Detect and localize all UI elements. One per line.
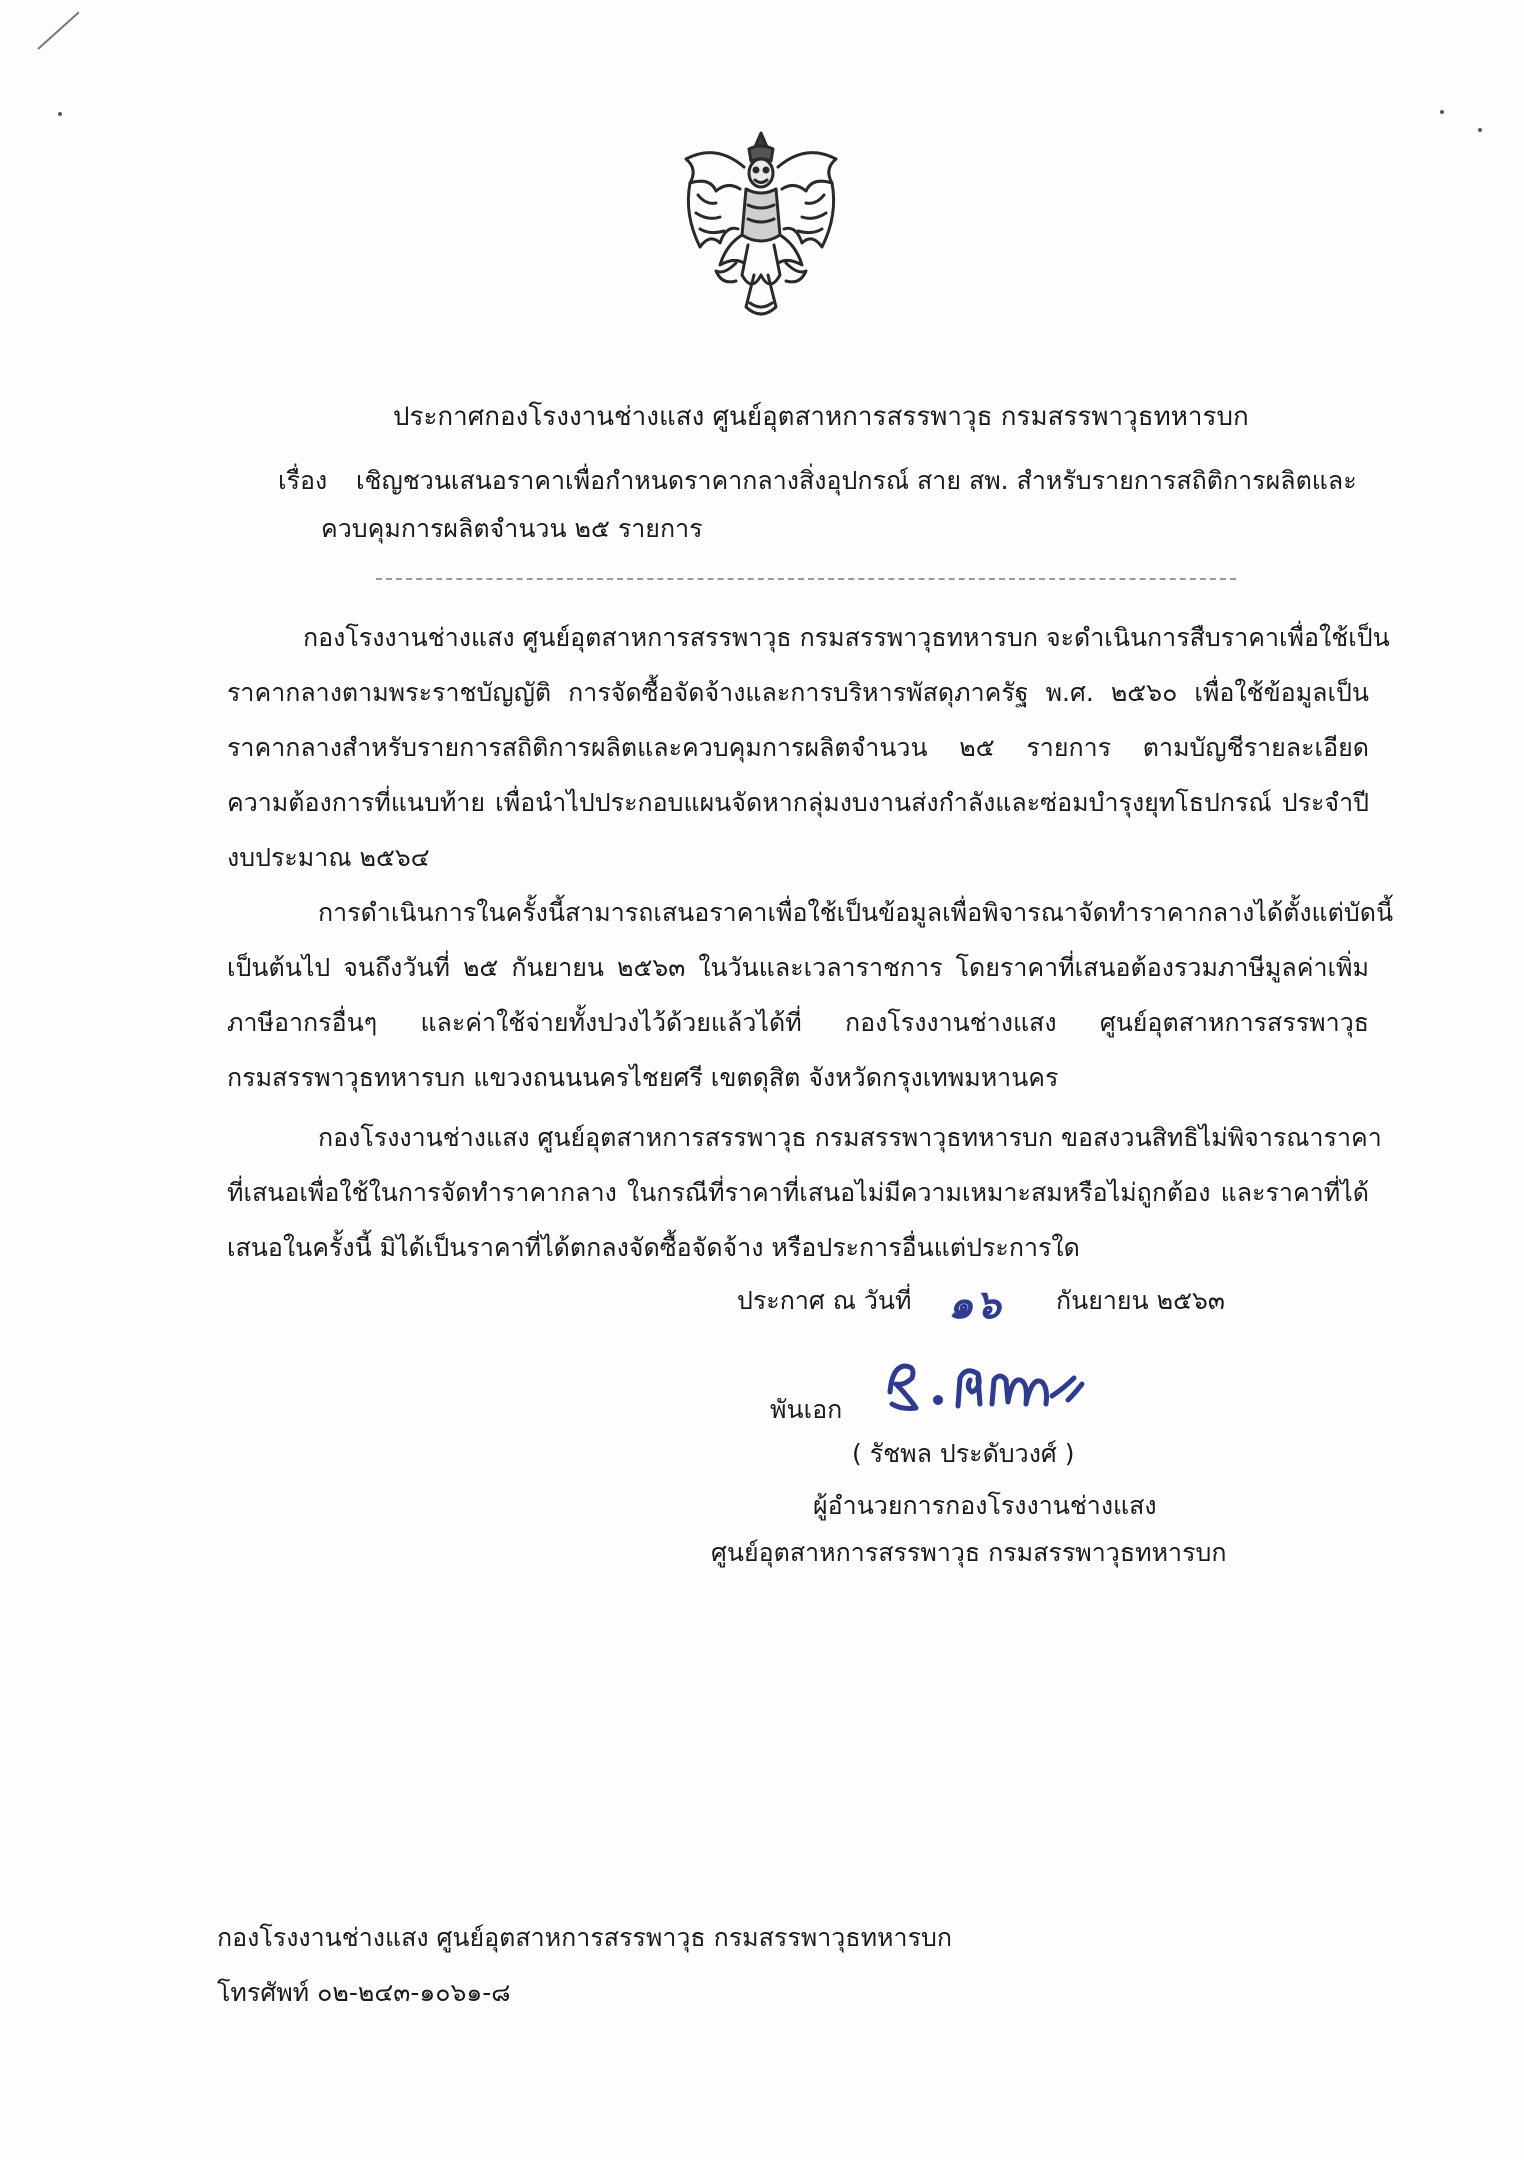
signatory-position-1: ผู้อำนวยการกองโรงงานช่างแสง [813, 1491, 1157, 1520]
paragraph-1-line: กองโรงงานช่างแสง ศูนย์อุตสาหการสรรพาวุธ กรมสรรพาวุธทหารบก จะดำเนินการสืบราคาเพื่อใช้เป็น [303, 623, 1390, 652]
subject-line-1: เชิญชวนเสนอราคาเพื่อกำหนดราคากลางสิ่งอุปกรณ์ สาย สพ. สำหรับรายการสถิติการผลิตและ [356, 466, 1357, 495]
paragraph-2-line: เป็นต้นไป จนถึงวันที่ ๒๕ กันยายน ๒๕๖๓ ในวันและเวลาราชการ โดยราคาที่เสนอต้องรวมภาษีมูลค่าเพิ่ม [227, 953, 1369, 982]
scan-speck [1440, 110, 1444, 114]
paragraph-2-line: กรมสรรพาวุธทหารบก แขวงถนนนครไชยศรี เขตดุสิต จังหวัดกรุงเทพมหานคร [227, 1063, 1059, 1092]
scan-scratch-mark [37, 11, 79, 49]
handwritten-day: ๑๖ [948, 1281, 1003, 1328]
header-divider [376, 578, 1236, 580]
footer-office: กองโรงงานช่างแสง ศูนย์อุตสาหการสรรพาวุธ กรมสรรพาวุธทหารบก [217, 1923, 953, 1952]
garuda-emblem-icon [676, 125, 846, 325]
signatory-name: ( รัชพล ประดับวงศ์ ) [852, 1439, 1075, 1468]
paragraph-3-line: เสนอในครั้งนี้ มิได้เป็นราคาที่ได้ตกลงจัดซื้อจัดจ้าง หรือประการอื่นแต่ประการใด [227, 1233, 1080, 1262]
paragraph-2-line: ภาษีอากรอื่นๆ และค่าใช้จ่ายทั้งปวงไว้ด้วยแล้วได้ที่ กองโรงงานช่างแสง ศูนย์อุตสาหการสรรพาวุธ [227, 1008, 1369, 1037]
paragraph-1-line: งบประมาณ ๒๕๖๔ [227, 843, 430, 872]
paragraph-1-line: ราคากลางสำหรับรายการสถิติการผลิตและควบคุมการผลิตจำนวน ๒๕ รายการ ตามบัญชีรายละเอียด [227, 733, 1369, 762]
footer-phone: โทรศัพท์ ๐๒-๒๔๓-๑๐๖๑-๘ [217, 1978, 511, 2007]
date-prefix: ประกาศ ณ วันที่ [737, 1286, 912, 1315]
subject-line-2: ควบคุมการผลิตจำนวน ๒๕ รายการ [321, 514, 703, 543]
signatory-position-2: ศูนย์อุตสาหการสรรพาวุธ กรมสรรพาวุธทหารบก [711, 1538, 1227, 1567]
scan-speck [58, 112, 62, 116]
paragraph-3-line: กองโรงงานช่างแสง ศูนย์อุตสาหการสรรพาวุธ กรมสรรพาวุธทหารบก ขอสงวนสิทธิไม่พิจารณาราคา [318, 1123, 1382, 1152]
announcement-title: ประกาศกองโรงงานช่างแสง ศูนย์อุตสาหการสรรพาวุธ กรมสรรพาวุธทหารบก [393, 402, 1249, 432]
paragraph-3-line: ที่เสนอเพื่อใช้ในการจัดทำราคากลาง ในกรณีที่ราคาที่เสนอไม่มีความเหมาะสมหรือไม่ถูกต้อง และราคาที่ได้ [227, 1178, 1369, 1207]
subject-label: เรื่อง [278, 466, 328, 495]
date-month-year: กันยายน ๒๕๖๓ [1056, 1286, 1225, 1315]
handwritten-signature [882, 1348, 1092, 1418]
paragraph-1-line: ความต้องการที่แนบท้าย เพื่อนำไปประกอบแผนจัดหากลุ่มงบงานส่งกำลังและซ่อมบำรุงยุทโธปกรณ์ ประจำปี [227, 788, 1369, 817]
scan-speck [1478, 128, 1482, 132]
paragraph-1-line: ราคากลางตามพระราชบัญญัติ การจัดซื้อจัดจ้างและการบริหารพัสดุภาครัฐ พ.ศ. ๒๕๖๐ เพื่อใช้ข้อมูลเป็น [227, 678, 1369, 707]
signatory-rank: พันเอก [770, 1395, 843, 1424]
paragraph-2-line: การดำเนินการในครั้งนี้สามารถเสนอราคาเพื่อใช้เป็นข้อมูลเพื่อพิจารณาจัดทำราคากลางได้ตั้งแต่บัดนี้ [318, 898, 1394, 927]
